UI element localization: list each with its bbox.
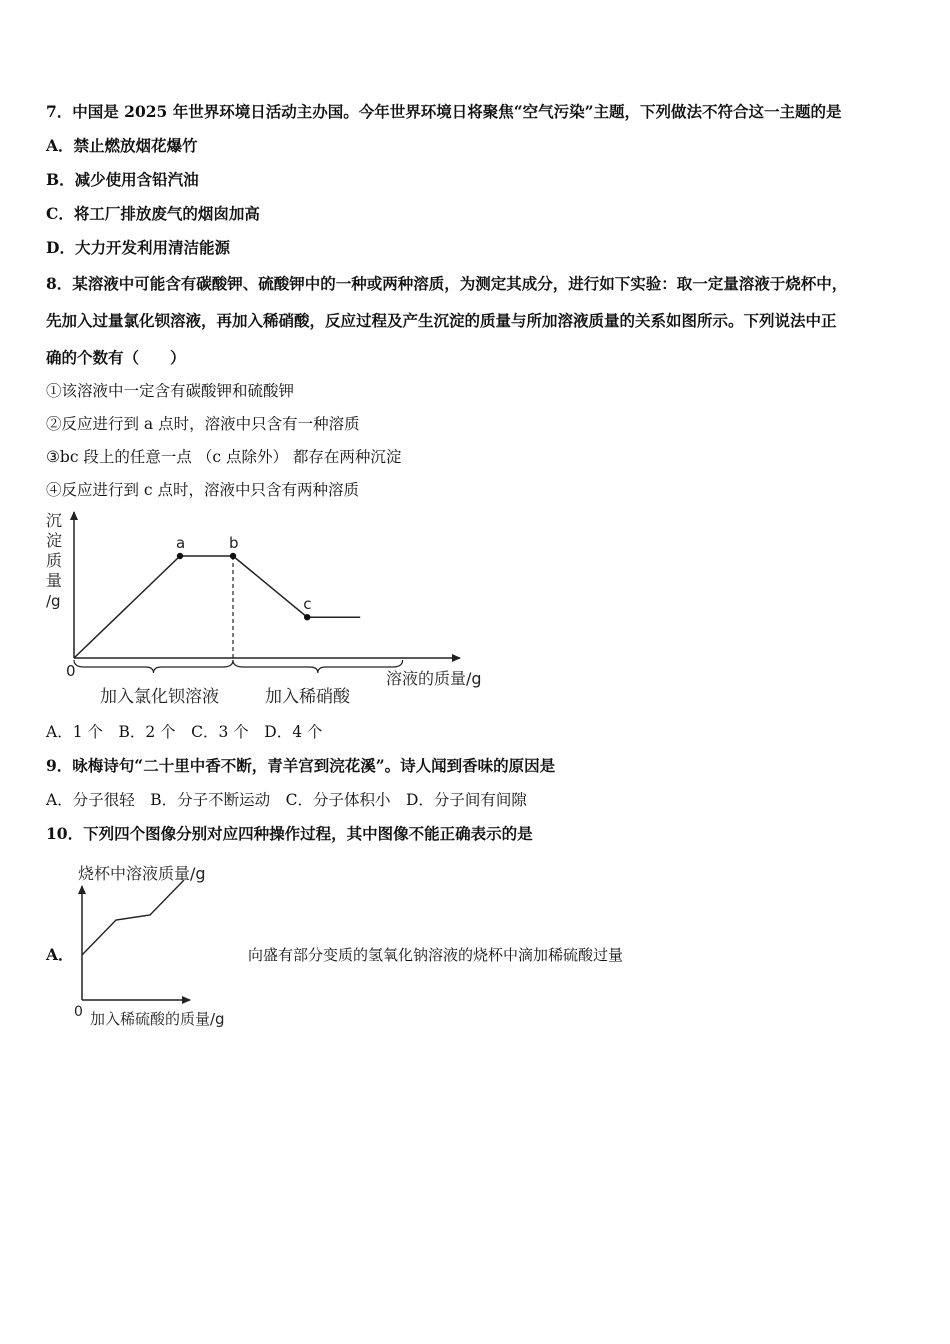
q9-stem: 9．咏梅诗句“二十里中香不断，青羊宫到浣花溪”。诗人闻到香味的原因是 [46,756,556,775]
q8-y-axis-label-1: 沉 [46,511,63,530]
q8-precipitate-chart [40,506,500,710]
q9-options: A．分子很轻 B．分子不断运动 C．分子体积小 D．分子间有间隙 [46,791,527,809]
q8-stage-label-hno3: 加入稀硝酸 [265,687,350,707]
q8-x-axis-label: 溶液的质量/g [386,669,482,688]
q8-statement-3: ③bc 段上的任意一点 （c 点除外） 都存在两种沉淀 [46,448,402,466]
q8-y-axis-label-2: 淀 [46,531,63,550]
q8-point-b [230,553,236,559]
q8-point-label-b: b [229,534,239,552]
q10-y-axis-label: 烧杯中溶液质量/g [78,864,206,883]
q8-y-axis-label-3: 质 [46,551,63,570]
q8-point-c [304,614,310,620]
q8-stem-line-2: 先加入过量氯化钡溶液，再加入稀硝酸，反应过程及产生沉淀的质量与所加溶液质量的关系如图所示。下列说法中正 [46,311,837,330]
q10-option-a-text: 向盛有部分变质的氢氧化钠溶液的烧杯中滴加稀硫酸过量 [248,946,624,964]
q8-point-a [177,553,183,559]
q7-option-a: A．禁止燃放烟花爆竹 [46,136,198,155]
q8-options: A．1 个 B．2 个 C．3 个 D．4 个 [46,723,323,741]
q7-option-d: D．大力开发利用清洁能源 [46,238,230,257]
q8-statement-4: ④反应进行到 c 点时，溶液中只含有两种溶质 [46,481,360,499]
q8-statement-2: ②反应进行到 a 点时，溶液中只含有一种溶质 [46,415,360,433]
q8-brace-bacl2 [74,660,233,673]
q7-stem: 7．中国是 2025 年世界环境日活动主办国。今年世界环境日将聚焦“空气污染”主题，下列做法不符合这一主题的是 [46,102,842,121]
q8-stem-line-3: 确的个数有（ ） [46,348,186,367]
q8-origin-label: 0 [66,662,76,680]
q7-option-b: B．减少使用含铅汽油 [46,170,199,189]
q8-brace-hno3 [233,660,403,673]
q10-option-a-letter: A． [46,945,74,964]
q8-statement-1: ①该溶液中一定含有碳酸钾和硫酸钾 [46,382,295,400]
q8-y-axis-label-4: 量 [46,571,63,590]
q10-x-axis-label: 加入稀硫酸的质量/g [90,1010,225,1028]
q8-y-axis-label-unit: /g [46,592,61,610]
q10-stem: 10．下列四个图像分别对应四种操作过程，其中图像不能正确表示的是 [46,824,533,843]
q8-stem-line-1: 8．某溶液中可能含有碳酸钾、硫酸钾中的一种或两种溶质，为测定其成分，进行如下实验：取一定量溶液于烧杯中， [46,274,848,293]
q8-point-label-a: a [176,534,186,552]
q10-origin-label: 0 [74,1004,83,1020]
q7-option-c: C．将工厂排放废气的烟囱加高 [46,204,260,223]
q8-point-label-c: c [303,595,312,614]
q8-series-line [74,556,360,658]
q8-stage-label-bacl2: 加入氯化钡溶液 [100,687,219,707]
q10-option-a-chart [70,858,250,1034]
q10-series-line [82,880,184,955]
